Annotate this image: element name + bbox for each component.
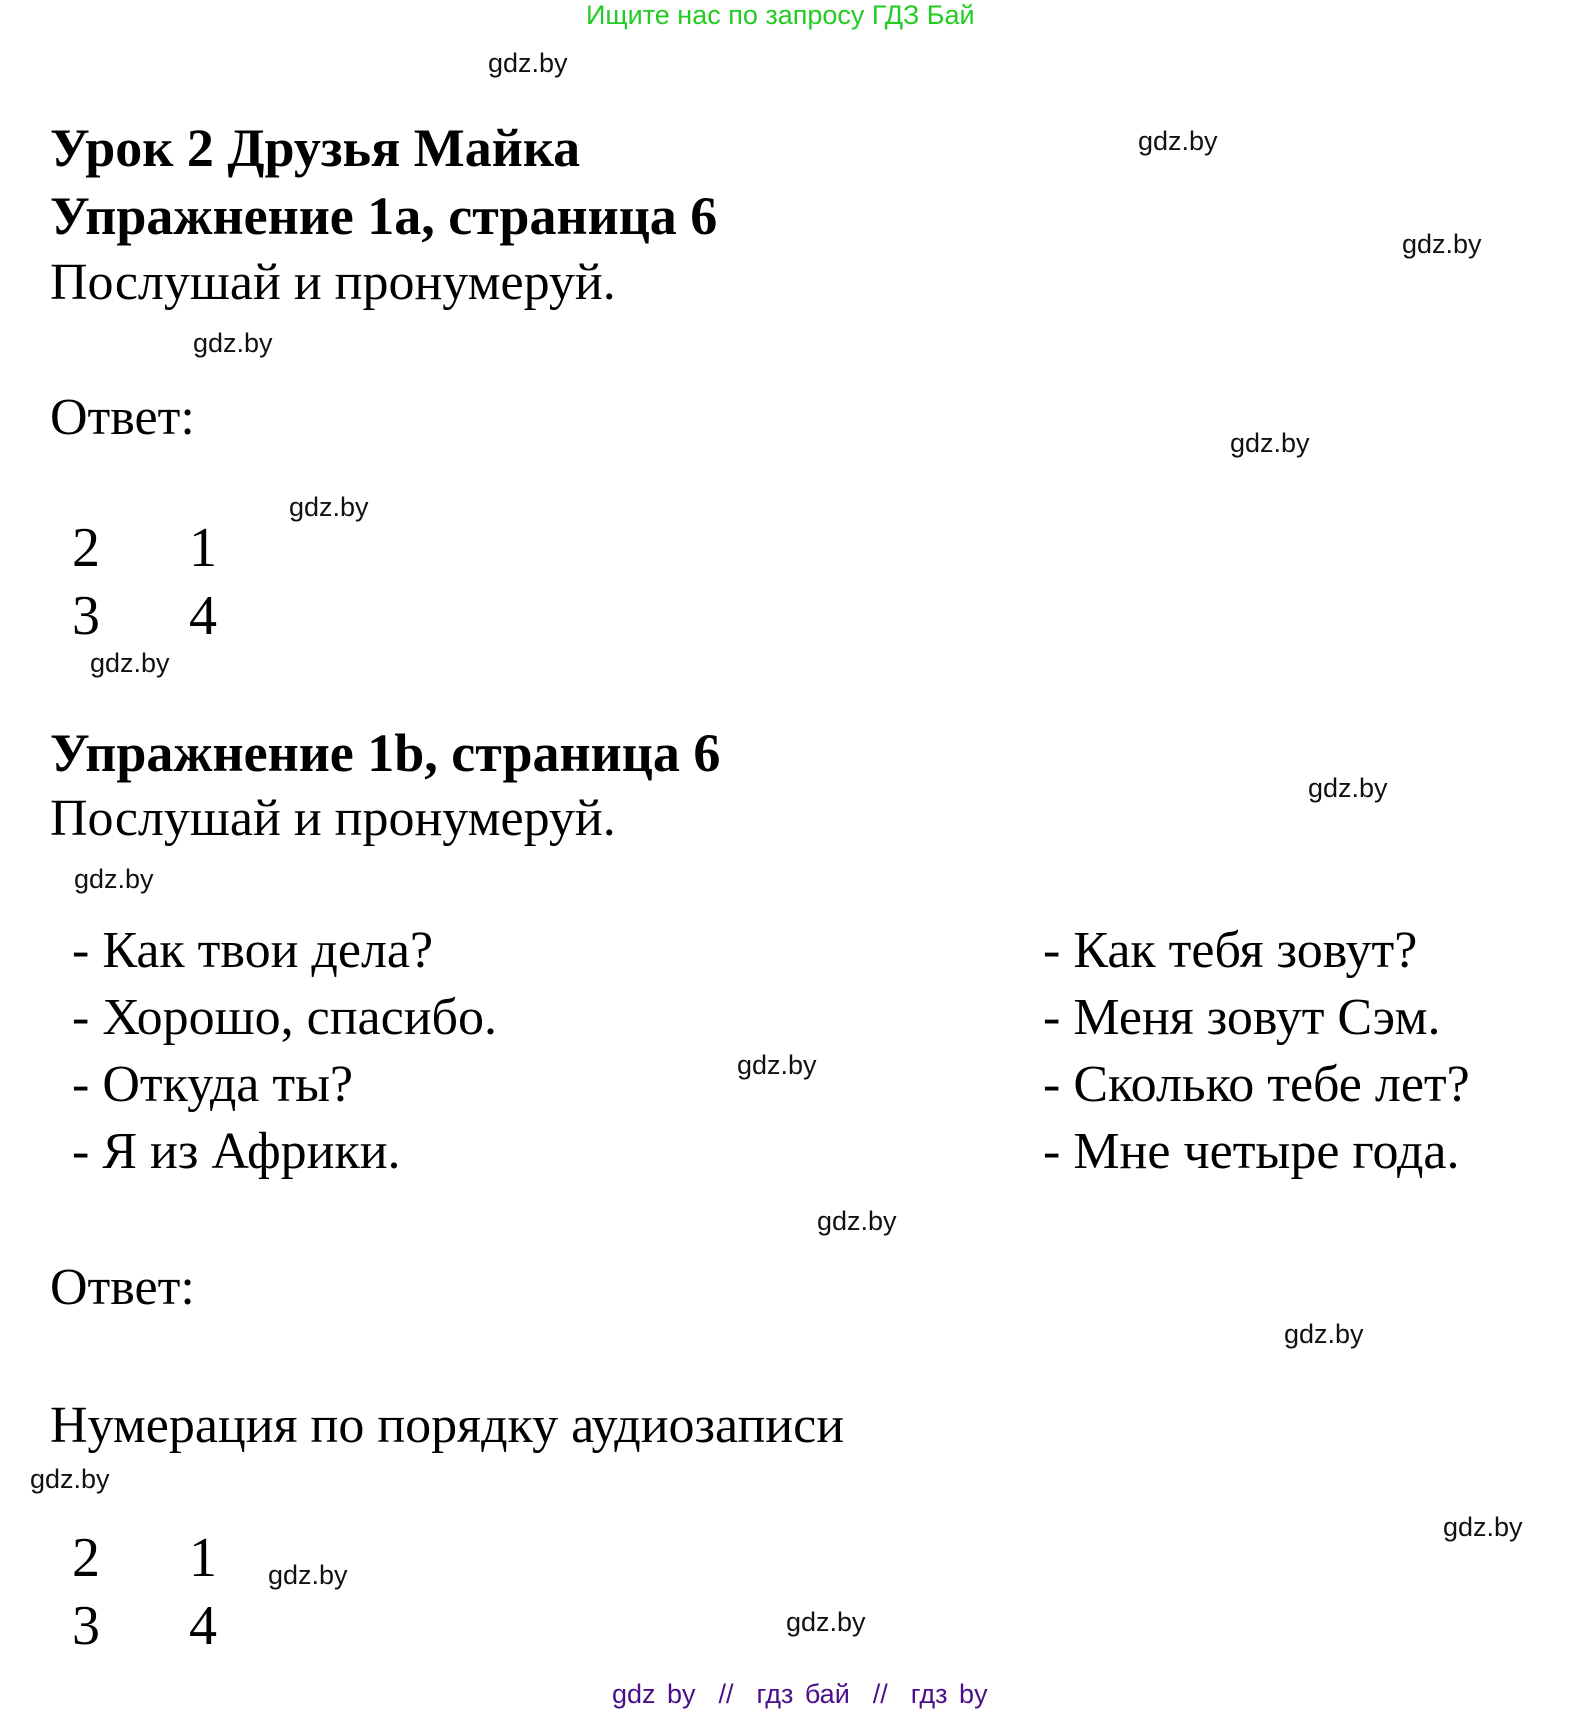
answer-cell: 4 xyxy=(189,585,217,647)
answer-cell: 1 xyxy=(189,1527,217,1589)
dialog-line: - Откуда ты? xyxy=(72,1056,354,1113)
lesson-title: Урок 2 Друзья Майка xyxy=(50,118,581,178)
answer-note: Нумерация по порядку аудиозаписи xyxy=(50,1397,845,1454)
watermark: gdz.by xyxy=(1138,126,1218,156)
watermark: gdz.by xyxy=(1443,1512,1523,1542)
answer-label: Ответ: xyxy=(50,389,195,446)
answer-cell: 2 xyxy=(72,1527,100,1589)
exercise-heading: Упражнение 1b, страница 6 xyxy=(50,723,721,783)
dialog-line: - Как твои дела? xyxy=(72,922,434,979)
search-banner[interactable]: Ищите нас по запросу ГДЗ Бай xyxy=(586,0,975,30)
watermark: gdz.by xyxy=(786,1607,866,1637)
footer-links[interactable]: gdz by // гдз бай // гдз by xyxy=(612,1679,988,1709)
watermark: gdz.by xyxy=(193,328,273,358)
dialog-line: - Меня зовут Сэм. xyxy=(1043,989,1441,1046)
answer-cell: 3 xyxy=(72,585,100,647)
dialog-line: - Хорошо, спасибо. xyxy=(72,989,497,1046)
answer-cell: 3 xyxy=(72,1595,100,1657)
watermark: gdz.by xyxy=(1402,229,1482,259)
watermark: gdz.by xyxy=(1308,773,1388,803)
watermark: gdz.by xyxy=(268,1560,348,1590)
dialog-line: - Как тебя зовут? xyxy=(1043,922,1418,979)
watermark: gdz.by xyxy=(737,1050,817,1080)
exercise-instruction: Послушай и пронумеруй. xyxy=(50,254,616,311)
watermark: gdz.by xyxy=(817,1206,897,1236)
watermark: gdz.by xyxy=(1230,428,1310,458)
watermark: gdz.by xyxy=(289,492,369,522)
answer-cell: 2 xyxy=(72,517,100,579)
answer-cell: 4 xyxy=(189,1595,217,1657)
watermark: gdz.by xyxy=(30,1464,110,1494)
watermark: gdz.by xyxy=(90,648,170,678)
dialog-line: - Я из Африки. xyxy=(72,1123,401,1180)
dialog-line: - Сколько тебе лет? xyxy=(1043,1056,1470,1113)
exercise-instruction: Послушай и пронумеруй. xyxy=(50,790,616,847)
answer-label: Ответ: xyxy=(50,1259,195,1316)
dialog-line: - Мне четыре года. xyxy=(1043,1123,1460,1180)
watermark: gdz.by xyxy=(488,48,568,78)
answer-cell: 1 xyxy=(189,517,217,579)
watermark: gdz.by xyxy=(1284,1319,1364,1349)
watermark: gdz.by xyxy=(74,864,154,894)
exercise-heading: Упражнение 1a, страница 6 xyxy=(50,186,718,246)
